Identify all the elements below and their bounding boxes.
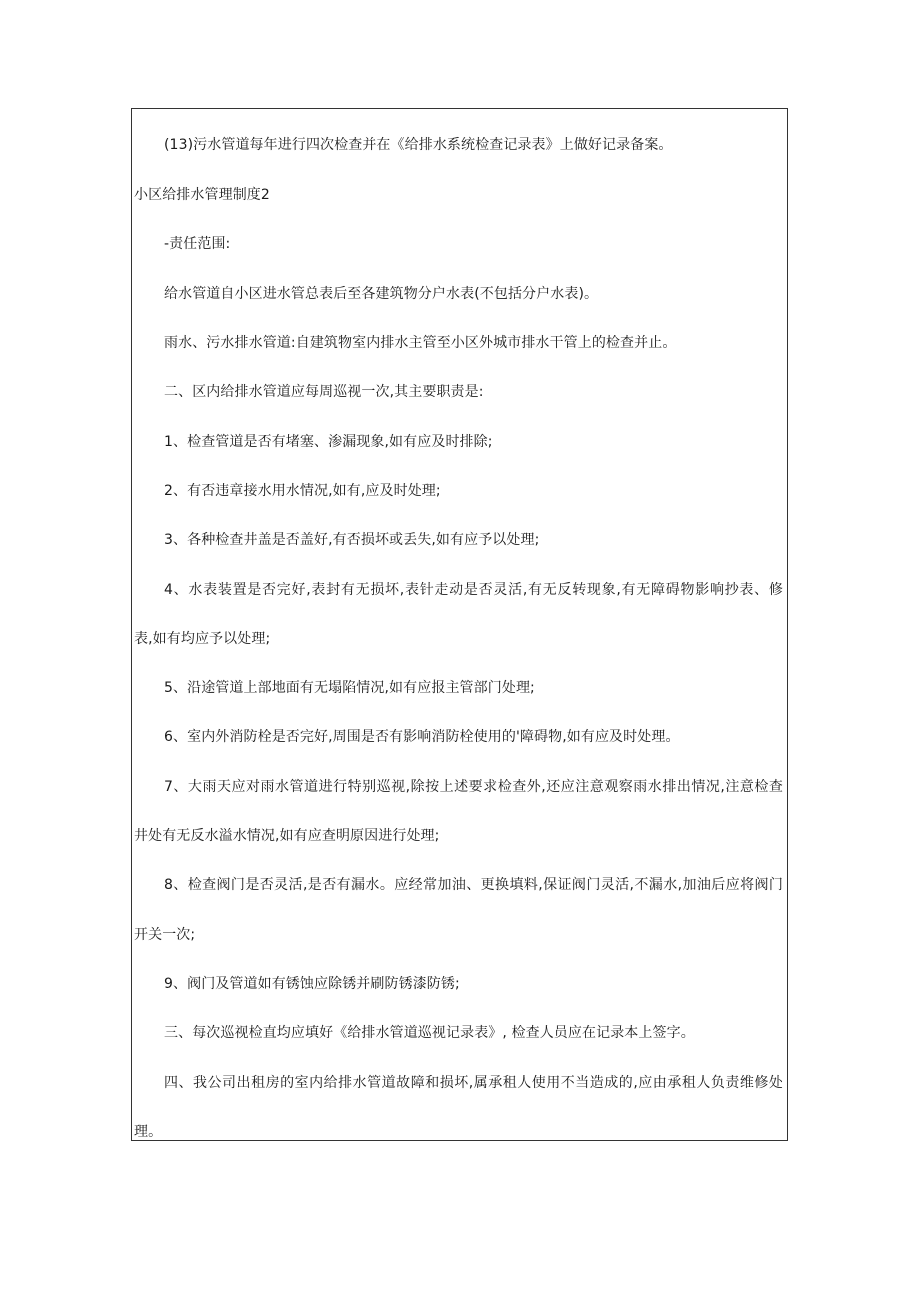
paragraph-patrol-record: 三、每次巡视检直均应填好《给排水管道巡视记录表》, 检查人员应在记录本上签字。 [164,1025,695,1041]
paragraph-drainage-scope: 雨水、污水排水管道:自建筑物室内排水主管至小区外城市排水干管上的检查并止。 [164,335,677,351]
list-item-1: 1、检查管道是否有堵塞、渗漏现象,如有应及时排除; [164,434,493,450]
paragraph-rental-repair-line-1: 四、我公司出租房的室内给排水管道故障和损坏,属承租人使用不当造成的,应由承租人负责维修处 [164,1075,783,1091]
paragraph-rental-repair-line-2: 理。 [134,1124,163,1140]
section-title: 小区给排水管理制度2 [134,187,270,203]
list-item-9: 9、阀门及管道如有锈蚀应除锈并刷防锈漆防锈; [164,976,460,992]
list-item-8-line-1: 8、检查阀门是否灵活,是否有漏水。应经常加油、更换填料,保证阀门灵活,不漏水,加油后应将阀门 [164,877,783,893]
list-item-4-line-2: 表,如有均应予以处理; [134,631,271,647]
list-item-7-line-2: 井处有无反水溢水情况,如有应查明原因进行处理; [134,828,440,844]
paragraph-scope-heading: -责任范围: [164,236,231,252]
list-item-2: 2、有否违章接水用水情况,如有,应及时处理; [164,483,441,499]
list-item-5: 5、沿途管道上部地面有无塌陷情况,如有应报主管部门处理; [164,680,535,696]
list-item-7-line-1: 7、大雨天应对雨水管道进行特别巡视,除按上述要求检查外,还应注意观察雨水排出情况,注意检查 [164,779,783,795]
list-item-4-line-1: 4、水表装置是否完好,表封有无损坏,表针走动是否灵活,有无反转现象,有无障碍物影响抄表、修 [164,582,783,598]
paragraph-water-supply-scope: 给水管道自小区进水管总表后至各建筑物分户水表(不包括分户水表)。 [164,286,599,302]
list-item-3: 3、各种检查井盖是否盖好,有否损坏或丢失,如有应予以处理; [164,532,540,548]
document-frame [131,108,788,1141]
list-item-6: 6、室内外消防栓是否完好,周围是否有影响消防栓使用的'障碍物,如有应及时处理。 [164,729,680,745]
paragraph-sewage-inspection: (13)污水管道每年进行四次检查并在《给排水系统检查记录表》上做好记录备案。 [164,137,673,153]
paragraph-weekly-patrol: 二、区内给排水管道应每周巡视一次,其主要职责是: [164,384,484,400]
list-item-8-line-2: 开关一次; [134,927,196,943]
